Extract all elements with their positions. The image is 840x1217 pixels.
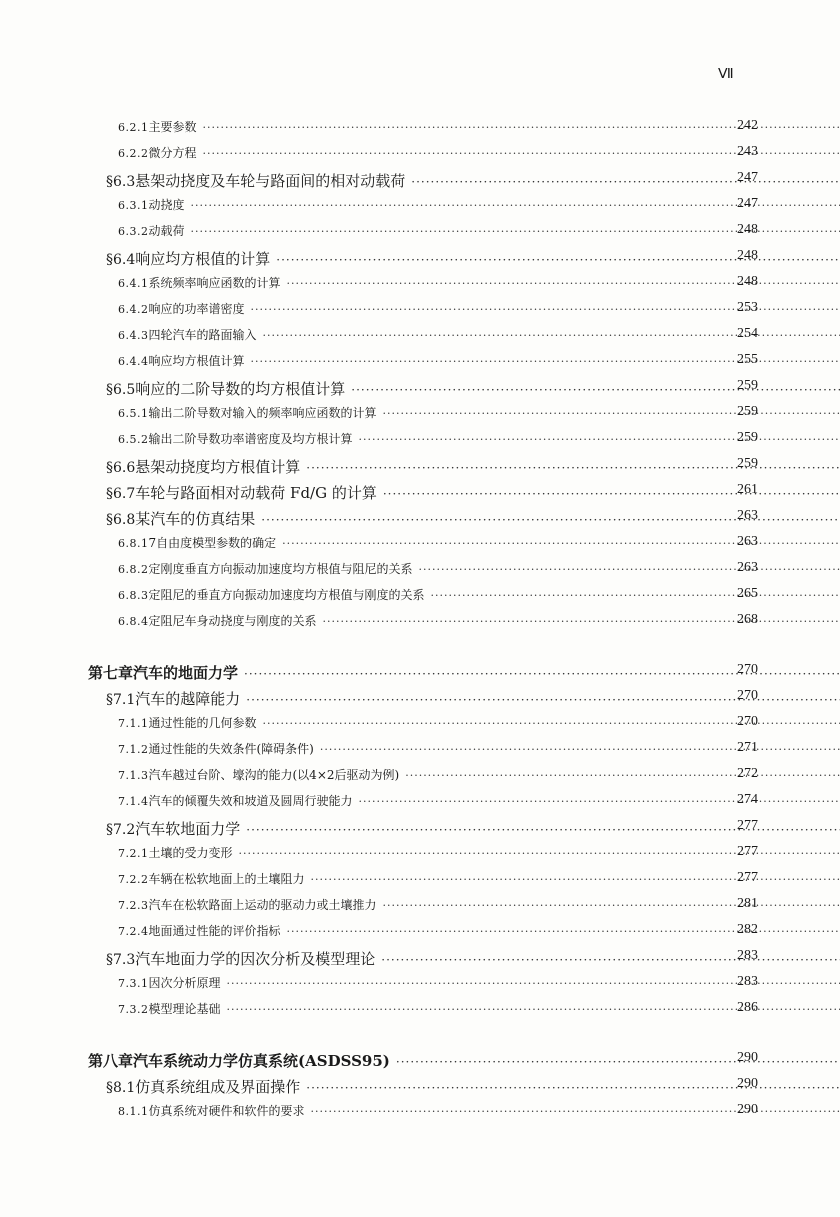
toc-entry-page: 271 (737, 740, 758, 755)
toc-entry-number: 6.5.1 (118, 407, 149, 420)
toc-entry[interactable] (0, 1102, 840, 1122)
toc-entry[interactable] (0, 404, 840, 424)
toc-entry-title: 模型理论基础 (148, 1002, 221, 1016)
toc-entry-title: 定阻尼的垂直方向振动加速度均方根值与刚度的关系 (148, 588, 425, 602)
toc-entry-title: 汽车系统动力学仿真系统(ASDSS95) (133, 1052, 390, 1070)
toc-entry-page: 243 (737, 144, 758, 159)
toc-entry[interactable] (0, 896, 840, 916)
dot-leader (311, 873, 840, 886)
toc-entry-page: 290 (737, 1102, 758, 1117)
toc-entry[interactable] (0, 1000, 840, 1020)
toc-entry[interactable] (0, 612, 840, 632)
toc-entry-title: 悬架动挠度均方根值计算 (135, 458, 301, 476)
toc-entry-page: 248 (737, 222, 758, 237)
toc-entry-title: 汽车的越障能力 (135, 690, 241, 708)
toc-entry-title: 输出二阶导数功率谱密度及均方根计算 (148, 432, 353, 446)
toc-entry-number: 第八章 (88, 1052, 134, 1070)
toc-entry[interactable] (0, 1050, 840, 1070)
toc-entry-number: 7.3.2 (118, 1003, 149, 1016)
toc-entry[interactable] (0, 170, 840, 190)
toc-entry[interactable] (0, 818, 840, 838)
toc-entry-page: 259 (737, 430, 758, 445)
toc-entry-page: 290 (737, 1050, 758, 1065)
toc-entry-number: 第七章 (88, 664, 134, 682)
toc-entry-page: 277 (737, 844, 758, 859)
toc-entry-page: 248 (737, 274, 758, 289)
dot-leader (311, 1105, 840, 1118)
toc-entry-page: 255 (737, 352, 758, 367)
toc-entry-title: 仿真系统对硬件和软件的要求 (148, 1104, 305, 1118)
dot-leader (383, 487, 840, 501)
dot-leader (383, 407, 840, 420)
toc-entry-number: 6.3.2 (118, 225, 149, 238)
toc-entry-page: 282 (737, 922, 758, 937)
toc-entry[interactable] (0, 300, 840, 320)
toc-entry-title: 输出二阶导数对输入的频率响应函数的计算 (148, 406, 377, 420)
toc-entry-title: 悬架动挠度及车轮与路面间的相对动载荷 (135, 172, 406, 190)
toc-entry-title: 响应的功率谱密度 (148, 302, 245, 316)
toc-entry[interactable] (0, 792, 840, 812)
toc-entry-number: §8.1 (106, 1080, 136, 1096)
toc-entry-page: 290 (737, 1076, 758, 1091)
toc-entry-title: 动挠度 (148, 198, 185, 212)
toc-entry-title: 响应均方根值的计算 (135, 250, 271, 268)
toc-entry-number: 7.2.2 (118, 873, 149, 886)
toc-entry[interactable] (0, 1076, 840, 1096)
toc-entry-page: 248 (737, 248, 758, 263)
toc-entry[interactable] (0, 586, 840, 606)
toc-entry-title: 汽车在松软路面上运动的驱动力或土壤推力 (148, 898, 377, 912)
dot-leader (323, 615, 840, 628)
toc-entry-number: §6.6 (106, 460, 136, 476)
toc-entry-page: 281 (737, 896, 758, 911)
toc-entry[interactable] (0, 534, 840, 554)
toc-entry-title: 微分方程 (148, 146, 197, 160)
toc-entry-number: §6.8 (106, 512, 136, 528)
toc-entry[interactable] (0, 766, 840, 786)
toc-entry-page: 270 (737, 714, 758, 729)
toc-entry[interactable] (0, 326, 840, 346)
toc-entry-number: §7.3 (106, 952, 136, 968)
dot-leader (381, 953, 840, 967)
toc-entry-number: 7.2.4 (118, 925, 149, 938)
dot-leader (359, 795, 840, 808)
toc-entry-page: 268 (737, 612, 758, 627)
toc-entry-page: 242 (737, 118, 758, 133)
toc-entry-number: 8.1.1 (118, 1105, 149, 1118)
toc-entry-page: 283 (737, 974, 758, 989)
toc-entry-title: 四轮汽车的路面输入 (148, 328, 257, 342)
toc-entry[interactable] (0, 844, 840, 864)
toc-entry-title: 汽车软地面力学 (135, 820, 241, 838)
toc-entry-number: §6.4 (106, 252, 136, 268)
dot-leader (411, 175, 840, 189)
toc-entry-page: 270 (737, 662, 758, 677)
toc-entry[interactable] (0, 456, 840, 476)
dot-leader (306, 461, 840, 475)
toc-entry-page: 265 (737, 586, 758, 601)
toc-entry-page: 286 (737, 1000, 758, 1015)
toc-entry-number: §6.5 (106, 382, 136, 398)
toc-entry[interactable] (0, 560, 840, 580)
toc-entry-title: 7自由度模型参数的确定 (148, 536, 277, 550)
toc-entry-title: 汽车地面力学的因次分析及模型理论 (135, 950, 376, 968)
toc-entry-number: 6.4.1 (118, 277, 149, 290)
toc-entry[interactable] (0, 662, 840, 682)
toc-entry-title: 地面通过性能的评价指标 (148, 924, 281, 938)
toc-entry-number: 7.1.1 (118, 717, 149, 730)
toc-entry-title: 汽车越过台阶、壕沟的能力(以4×2后驱动为例) (148, 768, 400, 782)
toc-entry-page: 270 (737, 688, 758, 703)
toc-entry-page: 247 (737, 196, 758, 211)
toc-entry-number: 6.5.2 (118, 433, 149, 446)
toc-entry-title: 定阻尼车身动挠度与刚度的关系 (148, 614, 317, 628)
dot-leader (405, 769, 840, 782)
toc-entry-number: 6.4.4 (118, 355, 149, 368)
toc-entry-title: 定刚度垂直方向振动加速度均方根值与阻尼的关系 (148, 562, 413, 576)
toc-entry-number: 7.1.3 (118, 769, 149, 782)
toc-entry-page: 263 (737, 560, 758, 575)
toc-entry-number: 7.3.1 (118, 977, 149, 990)
toc-entry-number: 7.1.2 (118, 743, 149, 756)
toc-entry-page: 259 (737, 456, 758, 471)
toc-entry-number: §6.3 (106, 174, 136, 190)
toc-entry-title: 仿真系统组成及界面操作 (135, 1078, 301, 1096)
toc-entry[interactable] (0, 222, 840, 242)
toc-entry-title: 土壤的受力变形 (148, 846, 233, 860)
toc-entry-page: 277 (737, 818, 758, 833)
toc-entry-title: 汽车的地面力学 (133, 664, 239, 682)
toc-entry-title: 响应的二阶导数的均方根值计算 (135, 380, 346, 398)
dot-leader (306, 1081, 840, 1095)
toc-entry[interactable] (0, 688, 840, 708)
toc-entry[interactable] (0, 378, 840, 398)
toc-entry[interactable] (0, 248, 840, 268)
toc-entry-number: §6.7 (106, 486, 136, 502)
toc-entry-number: 7.2.3 (118, 899, 149, 912)
toc-entry[interactable] (0, 196, 840, 216)
toc-entry-page: 283 (737, 948, 758, 963)
toc-entry-number: 6.8.1 (118, 537, 149, 550)
toc-entry[interactable] (0, 352, 840, 372)
toc-entry-title: 通过性能的几何参数 (148, 716, 257, 730)
toc-entry[interactable] (0, 974, 840, 994)
toc-entry[interactable] (0, 714, 840, 734)
toc-entry-number: 6.8.3 (118, 589, 149, 602)
dot-leader (396, 1055, 840, 1069)
toc-entry-title: 车辆在松软地面上的土壤阻力 (148, 872, 305, 886)
toc-entry-page: 247 (737, 170, 758, 185)
toc-entry-page: 259 (737, 378, 758, 393)
toc-entry-title: 因次分析原理 (148, 976, 221, 990)
dot-leader (419, 563, 840, 576)
toc-entry-title: 汽车的倾覆失效和坡道及圆周行驶能力 (148, 794, 353, 808)
toc-entry-page: 263 (737, 508, 758, 523)
toc-entry-page: 253 (737, 300, 758, 315)
toc-entry[interactable] (0, 948, 840, 968)
page-number: Ⅶ (718, 67, 733, 82)
toc-entry[interactable] (0, 482, 840, 502)
toc-entry-title: 主要参数 (148, 120, 197, 134)
toc-entry-page: 259 (737, 404, 758, 419)
toc-entry-number: §7.2 (106, 822, 136, 838)
toc-entry-number: 6.8.4 (118, 615, 149, 628)
toc-entry-title: 通过性能的失效条件(障碍条件) (148, 742, 314, 756)
toc-entry-number: §7.1 (106, 692, 136, 708)
toc-entry-number: 7.2.1 (118, 847, 149, 860)
dot-leader (359, 433, 840, 446)
toc-entry-number: 6.4.3 (118, 329, 149, 342)
toc-entry-number: 6.4.2 (118, 303, 149, 316)
toc-entry-title: 系统频率响应函数的计算 (148, 276, 281, 290)
toc-entry-title: 响应均方根值计算 (148, 354, 245, 368)
toc-entry-title: 动载荷 (148, 224, 185, 238)
dot-leader (383, 899, 840, 912)
toc-entry-number: 6.8.2 (118, 563, 149, 576)
toc-entry-page: 272 (737, 766, 758, 781)
toc-entry-number: 6.2.2 (118, 147, 149, 160)
toc-entry[interactable] (0, 430, 840, 450)
toc-entry-page: 254 (737, 326, 758, 341)
toc-entry[interactable] (0, 508, 840, 528)
toc-entry[interactable] (0, 740, 840, 760)
toc-entry[interactable] (0, 144, 840, 164)
toc-entry-page: 274 (737, 792, 758, 807)
toc-entry-page: 261 (737, 482, 758, 497)
dot-leader (431, 589, 840, 602)
dot-leader (320, 743, 840, 756)
dot-leader (351, 383, 840, 397)
toc-entry[interactable] (0, 922, 840, 942)
toc-entry-page: 263 (737, 534, 758, 549)
toc-entry-title: 车轮与路面相对动载荷 Fd/G 的计算 (135, 484, 377, 502)
toc-entry-page: 277 (737, 870, 758, 885)
toc-entry[interactable] (0, 118, 840, 138)
toc-entry-number: 7.1.4 (118, 795, 149, 808)
toc-entry[interactable] (0, 274, 840, 294)
toc-entry-title: 某汽车的仿真结果 (135, 510, 256, 528)
toc-entry[interactable] (0, 870, 840, 890)
toc-entry-number: 6.3.1 (118, 199, 149, 212)
toc-entry-number: 6.2.1 (118, 121, 149, 134)
